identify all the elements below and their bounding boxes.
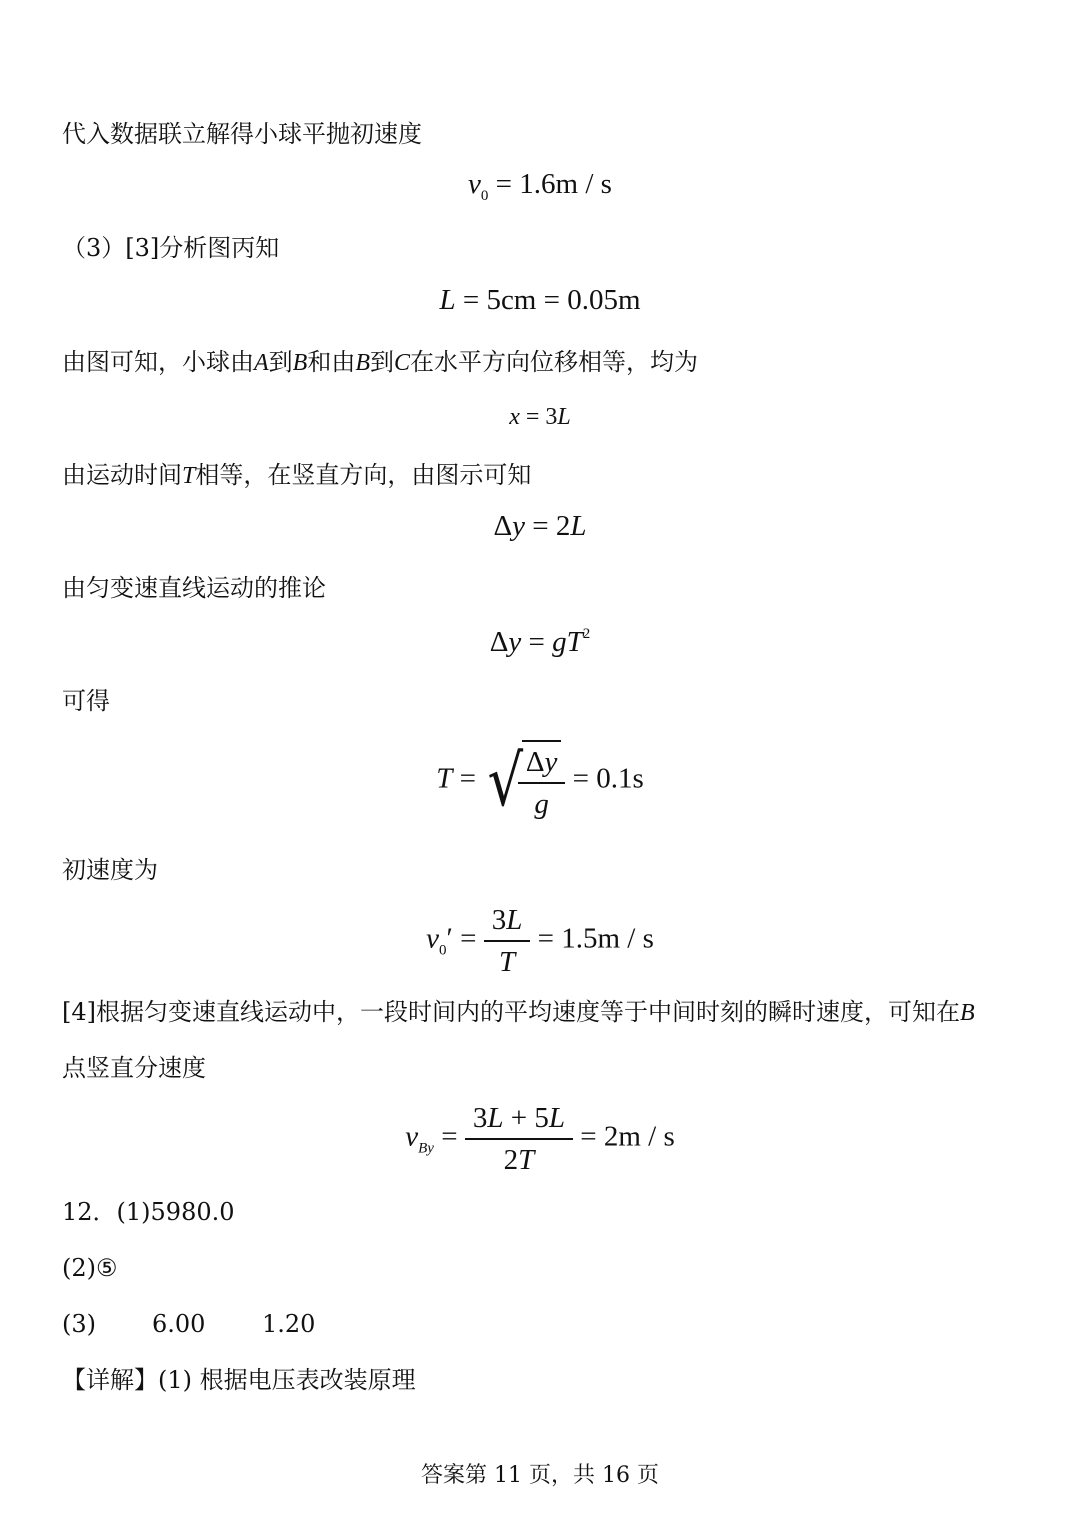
text: [4]根据匀变速直线运动中，一段时间内的平均速度等于中间时刻的瞬时速度，可知在 [62, 998, 960, 1026]
var-L: L [570, 510, 587, 542]
text: 由图可知，小球由 [62, 348, 254, 376]
equation-L [0, 284, 1080, 317]
point-B: B [960, 1000, 975, 1026]
value: 3 [545, 404, 558, 430]
paragraph-initial-speed-intro: 代入数据联立解得小球平抛初速度 [62, 120, 422, 148]
text: 和由 [307, 348, 356, 376]
point-B: B [355, 350, 371, 376]
paragraph-horizontal-displacement [62, 346, 698, 379]
equation-gT2 [0, 626, 1080, 659]
equation-v0 [0, 168, 1080, 205]
paragraph-thus: 可得 [62, 687, 110, 715]
var-v: v [426, 922, 439, 955]
num-3: 3 [472, 1102, 488, 1134]
plus: + [503, 1102, 535, 1134]
var-L: L [506, 904, 523, 936]
fraction [522, 740, 562, 822]
numerator [522, 744, 562, 782]
answer-12-part2: (2)⑤ [62, 1254, 118, 1282]
equals: = [519, 404, 546, 430]
var-y: y [512, 510, 526, 542]
equation-delta-y [0, 510, 1080, 543]
var-g: g [552, 626, 567, 658]
var-v: v [405, 1120, 419, 1153]
answer-12-part3-value1: 6.00 [152, 1310, 206, 1338]
exponent: 2 [582, 626, 591, 642]
answer-12-part1: 12．(1)5980.0 [62, 1198, 235, 1226]
equals: = [452, 922, 484, 955]
var-T: T [498, 946, 516, 978]
equation-T [0, 740, 1080, 822]
equation-x [0, 404, 1080, 431]
delta: Δ [493, 510, 513, 542]
var-L: L [487, 1102, 504, 1134]
var-y: y [508, 626, 522, 658]
text: 到 [268, 348, 293, 376]
var-L: L [557, 404, 571, 430]
text: 由运动时间 [62, 461, 182, 489]
var-T: T [436, 762, 453, 795]
value-m: 0.05m [567, 284, 641, 316]
equals: = [455, 284, 487, 316]
value-cm: 5cm [486, 284, 537, 316]
square-root [483, 740, 565, 822]
denominator [465, 1138, 573, 1178]
equals: = [565, 762, 597, 795]
paragraph-vertical-velocity: 点竖直分速度 [62, 1054, 206, 1082]
paragraph-time-equal [62, 459, 531, 492]
paragraph-corollary: 由匀变速直线运动的推论 [62, 574, 326, 602]
value: 0.1s [596, 762, 644, 795]
fraction [469, 1100, 569, 1178]
equation-v0-prime [0, 902, 1080, 980]
delta: Δ [489, 626, 509, 658]
answer-12-part3-value2: 1.20 [262, 1310, 316, 1338]
equals: = [452, 762, 484, 795]
sub-0: 0 [480, 188, 489, 204]
var-T: T [566, 626, 583, 658]
paragraph-detail: 【详解】(1) 根据电压表改装原理 [62, 1366, 416, 1394]
var-x: x [509, 404, 520, 430]
equals: = [488, 168, 520, 200]
num-3: 3 [491, 904, 507, 936]
denominator [518, 782, 566, 822]
equals: = [433, 1120, 465, 1153]
var-v: v [468, 168, 481, 200]
value: 2m / s [603, 1120, 675, 1153]
text: 在水平方向位移相等，均为 [410, 348, 699, 376]
page-footer: 答案第 11 页，共 16 页 [421, 1463, 659, 1488]
var-T: T [182, 463, 196, 489]
denominator [484, 940, 531, 980]
equals: = [572, 1120, 604, 1153]
text: 到 [370, 348, 395, 376]
point-B: B [292, 350, 308, 376]
equals: = [536, 284, 568, 316]
text: 相等，在竖直方向，由图示可知 [195, 461, 532, 489]
equals: = [530, 922, 562, 955]
value: 1.6m / s [519, 168, 612, 200]
num-5: 5 [534, 1102, 549, 1134]
var-g: g [534, 788, 549, 820]
radical-sign: √ [487, 740, 524, 822]
var-T: T [518, 1144, 535, 1176]
paragraph-initial-speed: 初速度为 [62, 856, 158, 884]
var-L: L [548, 1102, 565, 1134]
prime: ′ [446, 922, 453, 955]
sub-0: 0 [439, 942, 447, 959]
sub-By: By [418, 1140, 434, 1157]
value: 2 [555, 510, 571, 542]
paragraph-average-speed [62, 996, 975, 1029]
equals: = [525, 510, 556, 542]
point-C: C [394, 350, 411, 376]
fraction [488, 902, 527, 980]
var-y: y [544, 746, 558, 778]
den-2: 2 [503, 1144, 519, 1176]
point-A: A [254, 350, 269, 376]
value: 1.5m / s [561, 922, 654, 955]
paragraph-part3-heading: （3）[3]分析图丙知 [62, 234, 280, 262]
equation-vBy [0, 1100, 1080, 1178]
equals: = [521, 626, 553, 658]
numerator [488, 902, 527, 940]
var-L: L [439, 284, 456, 316]
delta: Δ [525, 746, 545, 778]
numerator [469, 1100, 569, 1138]
answer-12-part3-label: (3) [62, 1310, 96, 1338]
